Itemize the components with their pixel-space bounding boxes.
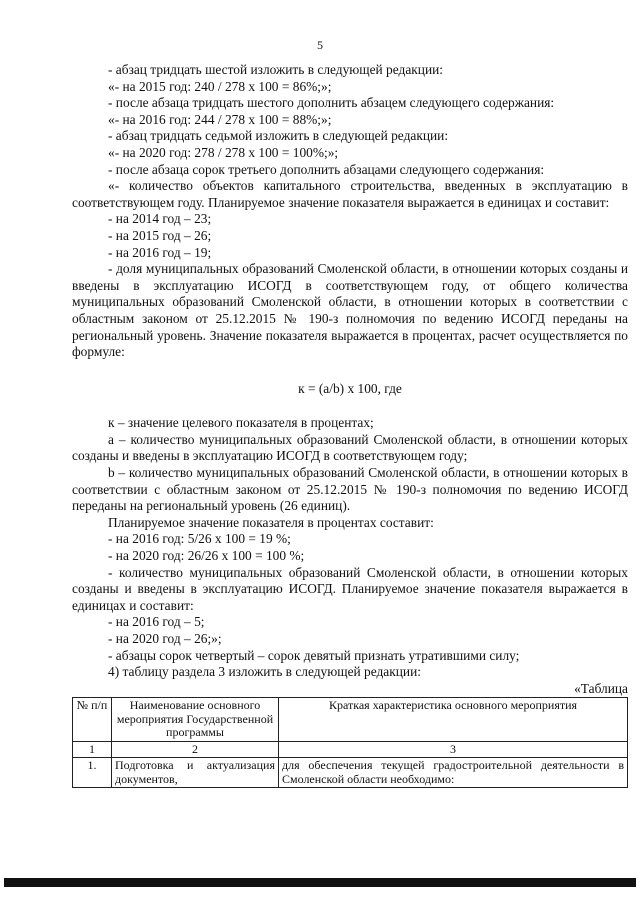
- paragraph: а – количество муниципальных образований Смоленской области, в отношении которых созданы и введены в эксплуатацию ИСОГД в соответствующем году;: [72, 431, 628, 464]
- formula: к = (а/b) x 100, где: [298, 380, 402, 396]
- paragraph: - абзац тридцать седьмой изложить в следующей редакции:: [108, 128, 449, 144]
- paragraph: - на 2020 год – 26;»;: [108, 631, 222, 646]
- paragraph: - на 2015 год – 26;: [108, 227, 212, 243]
- header-cell-description: Краткая характеристика основного мероприятия: [279, 698, 628, 742]
- header-cell-number: № п/п: [73, 698, 112, 742]
- table-row: [73, 758, 628, 788]
- table-caption: «Таблица: [574, 680, 628, 696]
- paragraph: «- на 2020 год: 278 / 278 x 100 = 100%;»;: [108, 144, 339, 160]
- header-cell-measure-name: Наименование основного мероприятия Государственной программы: [112, 698, 279, 742]
- bottom-rule: [4, 878, 636, 887]
- paragraph: - после абзаца сорок третьего дополнить абзацами следующего содержания:: [108, 161, 545, 177]
- paragraph: - доля муниципальных образований Смоленской области, в отношении которых созданы и введены в эксплуатацию ИСОГД в соответствующем году, от общего количества муниципальных образований Смоленской области, в отношении которых в соответствии с областным законом от 25.12.2015 № 190-з полномочия по ведению ИСОГД переданы на региональный уровень. Значение показателя выражается в процентах, расчет осуществляется по формуле:: [72, 261, 628, 360]
- numbering-cell: 2: [112, 741, 279, 758]
- paragraph: «- на 2016 год: 244 / 278 x 100 = 88%;»;: [108, 111, 332, 127]
- paragraph: «- количество объектов капитального строительства, введенных в эксплуатацию в соответствующем году. Планируемое значение показателя выражается в единицах и составит:: [72, 178, 628, 210]
- paragraph: - количество муниципальных образований Смоленской области, в отношении которых созданы и введены в эксплуатацию ИСОГД. Планируемое значение показателя выражается в единицах и составит:: [72, 564, 628, 613]
- table-header-row: [73, 698, 628, 742]
- paragraph: «- на 2015 год: 240 / 278 x 100 = 86%;»;: [108, 78, 332, 94]
- numbering-cell: 3: [279, 741, 628, 758]
- numbering-cell: 1: [73, 741, 112, 758]
- paragraph: Планируемое значение показателя в процентах составит:: [108, 514, 434, 530]
- paragraph: 4) таблицу раздела 3 изложить в следующей редакции:: [108, 664, 421, 680]
- paragraph: - после абзаца тридцать шестого дополнить абзацем следующего содержания:: [108, 95, 555, 111]
- measures-table: [72, 697, 628, 788]
- paragraph: - на 2016 год: 5/26 x 100 = 19 %;: [108, 531, 291, 547]
- document-body: [72, 62, 628, 788]
- paragraph: к – значение целевого показателя в процентах;: [108, 415, 374, 431]
- paragraph: - на 2016 год – 19;: [108, 244, 212, 260]
- paragraph: - на 2014 год – 23;: [108, 211, 212, 227]
- table-numbering-row: [73, 741, 628, 758]
- paragraph: - на 2016 год – 5;: [108, 614, 205, 630]
- row-measure-cell: Подготовка и актуализация документов,: [112, 758, 279, 788]
- row-number-cell: 1.: [73, 758, 112, 788]
- page-number: 5: [317, 38, 323, 52]
- paragraph: - абзацы сорок четвертый – сорок девятый признать утратившими силу;: [108, 647, 520, 663]
- paragraph: b – количество муниципальных образований Смоленской области, в отношении которых в соответствии с областным законом от 25.12.2015 № 190-з полномочия по ведению ИСОГД переданы на региональный уровень (26 единиц).: [72, 465, 628, 514]
- paragraph: - абзац тридцать шестой изложить в следующей редакции:: [108, 62, 443, 77]
- paragraph: - на 2020 год: 26/26 x 100 = 100 %;: [108, 548, 305, 564]
- row-description-cell: для обеспечения текущей градостроительной деятельности в Смоленской области необходимо:: [279, 758, 628, 788]
